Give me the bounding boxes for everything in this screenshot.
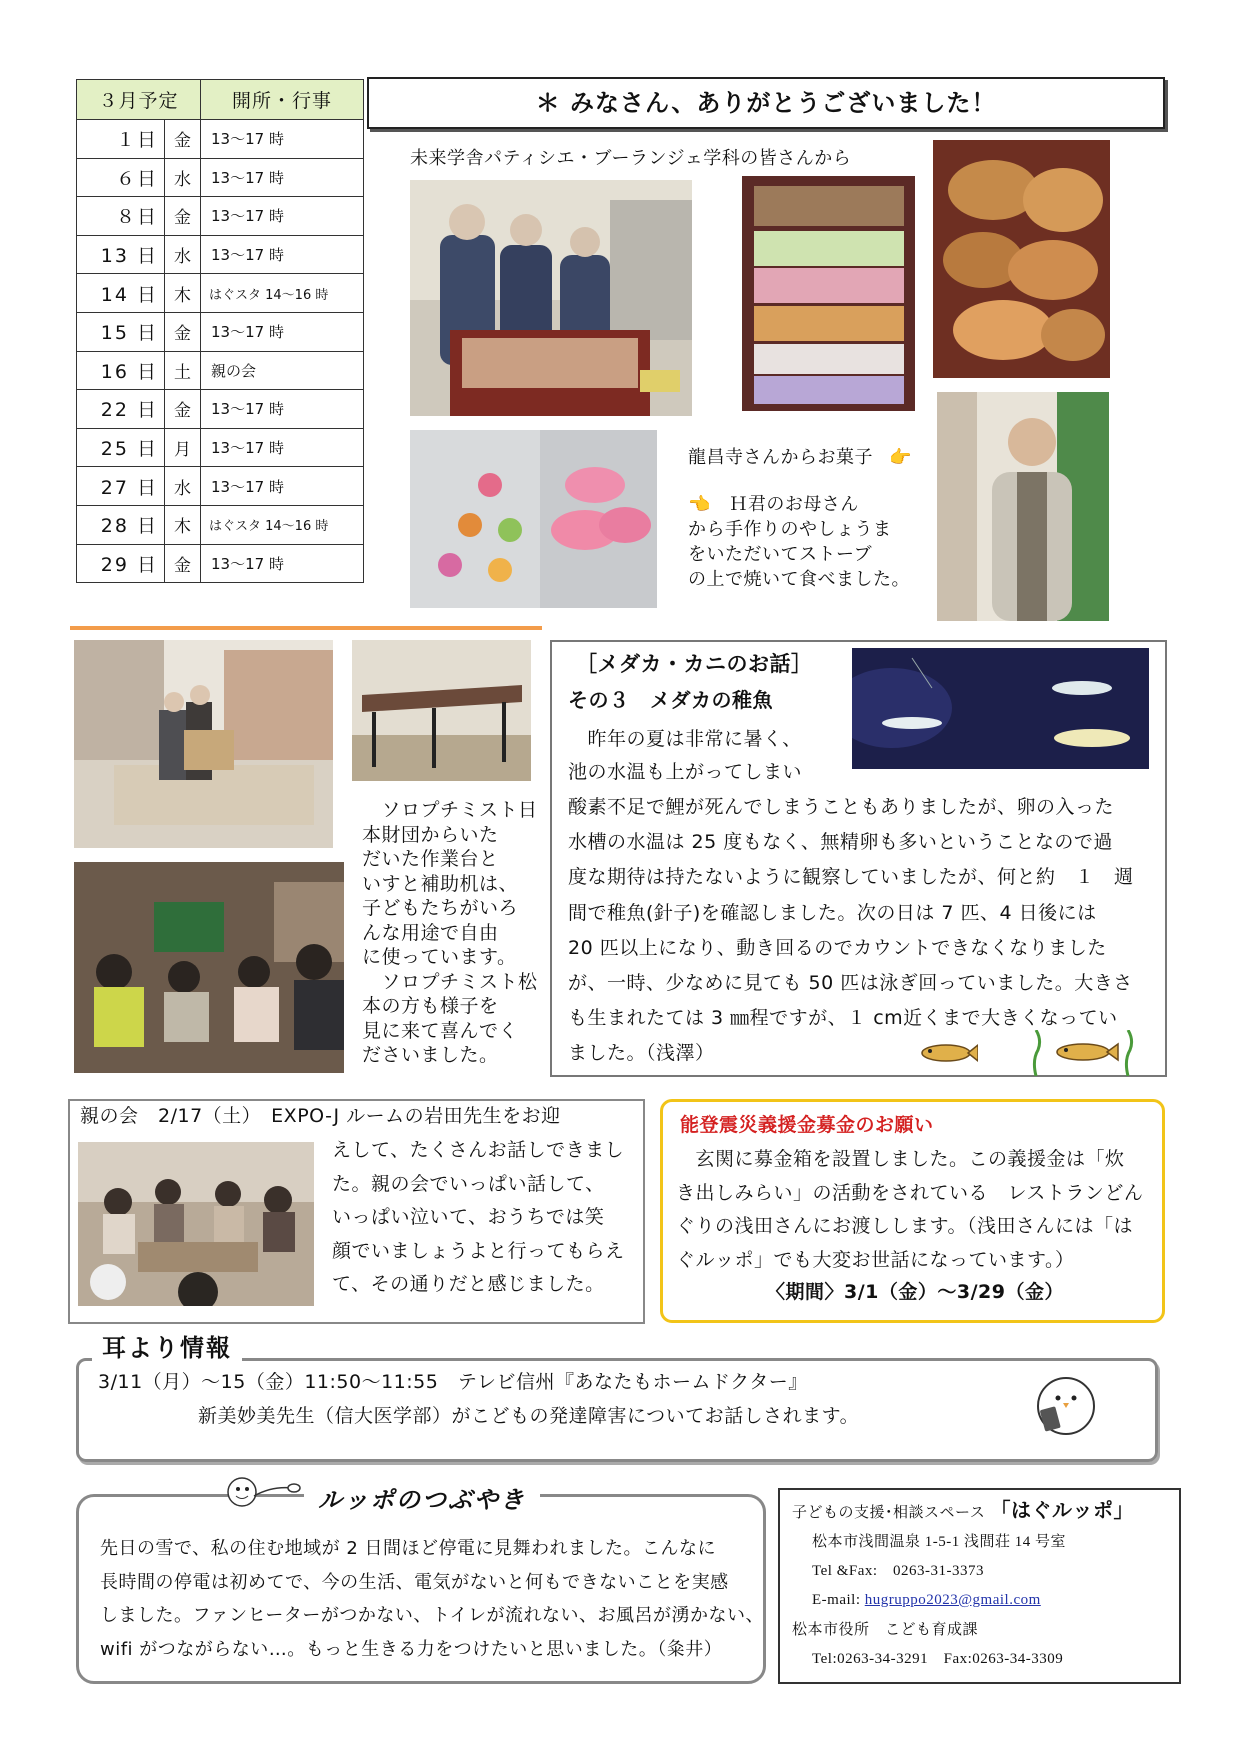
photo-wagashi-tray (742, 176, 915, 411)
contact-email-label: E-mail: (812, 1592, 861, 1608)
schedule-time: はぐスタ 14～16 時 (201, 505, 364, 544)
h-mother-line-3: をいただいてストーブ (688, 544, 873, 565)
schedule-weekday: 水 (165, 158, 201, 197)
soroptimist-line: に使っています。 (362, 946, 517, 968)
medaka-heading: ［メダカ・カニのお話］ (576, 652, 813, 676)
photo-medaka-fish (852, 648, 1149, 769)
medaka-intro-line: 昨年の夏は非常に暑く、 (568, 728, 802, 750)
noto-donation-line: き出しみらい」の活動をされている レストランどん (676, 1181, 1144, 1204)
schedule-time: 13～17 時 (201, 390, 364, 429)
noto-donation-period: 〈期間〉3/1（金）～3/29（金） (766, 1281, 1064, 1303)
contact-org-name: 「はぐルッポ」 (990, 1498, 1135, 1522)
medaka-waterplant-icon (1028, 1030, 1138, 1076)
contact-org (792, 1496, 1134, 1526)
soroptimist-line: だいた作業台と (362, 848, 499, 870)
parents-meeting-line: て、その通りだと感じました。 (332, 1273, 605, 1295)
schedule-time: 13～17 時 (201, 235, 364, 274)
section-divider-orange (70, 626, 542, 630)
info-line-2: 新美妙美先生（信大医学部）がこどもの発達障害についてお話しされます。 (198, 1405, 860, 1427)
contact-org-prefix: 子どもの支援･相談スペース (792, 1503, 986, 1521)
caption-patissier: 未来学舎パティシエ・ブーランジェ学科の皆さんから (410, 148, 852, 169)
noto-donation-text (676, 1143, 1143, 1277)
schedule-time: 親の会 (201, 351, 364, 390)
photo-parents-meeting (78, 1142, 314, 1306)
soroptimist-line: ださいました。 (362, 1044, 499, 1066)
soroptimist-line: 見に来て喜んでく (362, 1019, 519, 1042)
contact-city (792, 1616, 1063, 1674)
schedule-weekday: 金 (165, 197, 201, 236)
thanks-title: ＊ みなさん、ありがとうございました！ (367, 77, 1165, 129)
schedule-day: 28 日 (77, 505, 165, 544)
monkey-mascot-icon (222, 1466, 302, 1520)
schedule-weekday: 水 (165, 235, 201, 274)
schedule-header-events: 開所・行事 (201, 80, 364, 120)
medaka-body-line: 酸素不足で鯉が死んでしまうこともありましたが、卵の入った (568, 796, 1115, 818)
ruppo-murmur-title: ルッポのつぶやき (304, 1480, 540, 1515)
soroptimist-line: ソロプチミスト松 (362, 970, 538, 993)
schedule-row (77, 390, 364, 429)
parents-meeting-text (332, 1134, 625, 1302)
schedule-day: 22 日 (77, 390, 165, 429)
schedule-day: 14 日 (77, 274, 165, 313)
medaka-body-line: ました。（浅澤） (568, 1042, 715, 1065)
photo-bread-bags (933, 140, 1110, 378)
noto-donation-line: ぐルッポ」でも大変お世話になっています。） (676, 1248, 1075, 1271)
caption-ryushoji-text: 龍昌寺さんからお菓子 (688, 447, 873, 468)
schedule-row (77, 197, 364, 236)
medaka-body-line: 20 匹以上になり、動き回るのでカウントできなくなりました (568, 936, 1107, 959)
photo-workbench-room (74, 640, 333, 848)
photo-man-visitor (937, 392, 1109, 621)
contact-details (812, 1528, 1066, 1615)
parents-meeting-line: えして、たくさんお話しできまし (332, 1139, 625, 1161)
schedule-row (77, 235, 364, 274)
schedule-day: ８日 (77, 197, 165, 236)
schedule-body (77, 120, 364, 583)
schedule-weekday: 金 (165, 390, 201, 429)
medaka-illustration-icon (918, 1040, 978, 1066)
h-mother-line-4: の上で焼いて食べました。 (688, 569, 910, 590)
schedule-table (76, 79, 364, 583)
schedule-time: 13～17 時 (201, 120, 364, 159)
h-mother-line-2: から手作りのやしょうま (688, 519, 892, 540)
caption-ryushoji (688, 445, 912, 470)
contact-city-tel: Tel:0263-34-3291 Fax:0263-34-3309 (812, 1651, 1064, 1667)
schedule-row (77, 351, 364, 390)
schedule-row (77, 274, 364, 313)
schedule-row (77, 505, 364, 544)
soroptimist-line: 本の方も様子を (362, 995, 499, 1017)
contact-address: 松本市浅間温泉 1-5-1 浅間荘 14 号室 (812, 1534, 1066, 1550)
schedule-weekday: 水 (165, 467, 201, 506)
schedule-row (77, 120, 364, 159)
schedule-time: 13～17 時 (201, 312, 364, 351)
pointing-right-icon: 👉 (889, 447, 913, 468)
schedule-row (77, 158, 364, 197)
schedule-weekday: 金 (165, 120, 201, 159)
medaka-body-line: 間で稚魚(針子)を確認しました。次の日は 7 匹、4 日後には (568, 901, 1097, 924)
schedule-header-month: ３月予定 (77, 80, 201, 120)
ruppo-murmur-text (100, 1532, 764, 1666)
chick-smartphone-icon (1030, 1368, 1100, 1438)
medaka-subheading: その３ メダカの稚魚 (568, 688, 773, 712)
soroptimist-line: いすと補助机は、 (362, 872, 519, 895)
schedule-row (77, 544, 364, 583)
medaka-body-line: 水槽の水温は 25 度もなく、無精卵も多いということなので過 (568, 831, 1113, 854)
soroptimist-line: ソロプチミスト日 (362, 799, 538, 821)
parents-meeting-first-line: 親の会 2/17（土） EXPO-J ルームの岩田先生をお迎 (80, 1105, 561, 1127)
schedule-day: 16 日 (77, 351, 165, 390)
schedule-weekday: 月 (165, 428, 201, 467)
medaka-body-line: 度な期待は持たないように観察していましたが、何と約 １ 週 (568, 866, 1134, 889)
noto-donation-line: ぐりの浅田さんにお渡しします。（浅田さんには「は (676, 1215, 1133, 1237)
parents-meeting-line: いっぱい泣いて、おうちでは笑 (332, 1206, 605, 1228)
pointing-left-icon: 👈 (688, 494, 711, 515)
h-mother-text (688, 492, 910, 592)
schedule-weekday: 木 (165, 274, 201, 313)
schedule-weekday: 金 (165, 312, 201, 351)
schedule-day: 15 日 (77, 312, 165, 351)
medaka-body-line: が、一時、少なめに見ても 50 匹は泳ぎ回っていました。大きさ (568, 972, 1133, 995)
medaka-body-line: も生まれたては 3 ㎜程ですが、１ cm近くまで大きくなってい (568, 1007, 1118, 1030)
schedule-row (77, 467, 364, 506)
schedule-time: はぐスタ 14～16 時 (201, 274, 364, 313)
schedule-row (77, 312, 364, 351)
contact-city-office: 松本市役所 こども育成課 (792, 1622, 979, 1638)
ruppo-murmur-line: wifi がつながらない…。もっと生きる力をつけたいと思いました。（粂井） (100, 1638, 723, 1660)
schedule-weekday: 木 (165, 505, 201, 544)
h-mother-line-1: Ｈ君のお母さん (710, 494, 859, 515)
schedule-weekday: 土 (165, 351, 201, 390)
photo-children-tv (74, 862, 344, 1073)
soroptimist-text (362, 798, 538, 1068)
info-box-title: 耳より情報 (92, 1328, 242, 1363)
soroptimist-line: んな用途で自由 (362, 921, 499, 944)
schedule-time: 13～17 時 (201, 197, 364, 236)
parents-meeting-line: た。親の会でいっぱい話して、 (332, 1172, 605, 1195)
medaka-intro-line: 池の水温も上がってしまい (568, 761, 803, 783)
schedule-time: 13～17 時 (201, 544, 364, 583)
ruppo-murmur-line: 先日の雪で、私の住む地域が 2 日間ほど停電に見舞われました。こんなに (100, 1538, 717, 1559)
contact-email-link[interactable]: hugruppo2023@gmail.com (864, 1592, 1041, 1608)
photo-new-table (352, 640, 531, 781)
schedule-time: 13～17 時 (201, 158, 364, 197)
ruppo-murmur-line: しました。ファンヒーターがつかない、トイレが流れない、お風呂が湧かない、 (100, 1605, 765, 1626)
schedule-day: 25 日 (77, 428, 165, 467)
schedule-row (77, 428, 364, 467)
soroptimist-line: 子どもたちがいろ (362, 897, 519, 919)
noto-donation-title: 能登震災義援金募金のお願い (680, 1114, 934, 1136)
contact-tel-fax: Tel &Fax: 0263-31-3373 (812, 1563, 985, 1579)
schedule-day: 29 日 (77, 544, 165, 583)
schedule-time: 13～17 時 (201, 467, 364, 506)
ruppo-murmur-line: 長時間の停電は初めてで、今の生活、電気がないと何もできないことを実感 (100, 1571, 729, 1593)
schedule-day: １日 (77, 120, 165, 159)
info-line-1: 3/11（月）～15（金）11:50～11:55 テレビ信州『あなたもホームドクター』 (98, 1371, 808, 1393)
medaka-intro (568, 723, 802, 789)
schedule-time: 13～17 時 (201, 428, 364, 467)
schedule-day: 27 日 (77, 467, 165, 506)
schedule-weekday: 金 (165, 544, 201, 583)
schedule-header-row (77, 80, 364, 120)
parents-meeting-line: 顔でいましょうよと行ってもらえ (332, 1239, 625, 1262)
photo-colorful-sweets (410, 430, 657, 608)
photo-patissier-students (410, 180, 692, 416)
soroptimist-line: 本財団からいた (362, 823, 499, 846)
schedule-day: 13 日 (77, 235, 165, 274)
schedule-day: ６日 (77, 158, 165, 197)
noto-donation-line: 玄関に募金箱を設置しました。この義援金は「炊 (676, 1148, 1125, 1170)
